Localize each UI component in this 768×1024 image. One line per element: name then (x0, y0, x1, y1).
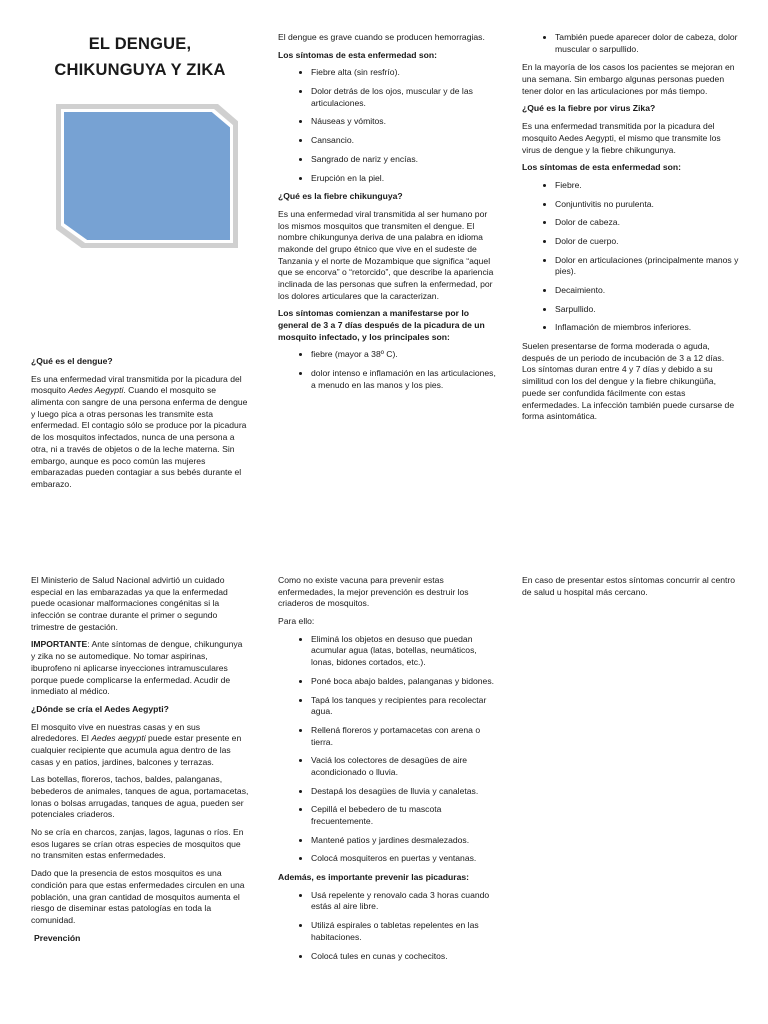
list-item: • Erupción en la piel. (311, 173, 496, 185)
list-item: • Tapá los tanques y recipientes para recolectar agua. (311, 695, 496, 718)
heading-prevention: Prevención (34, 932, 81, 943)
paragraph-hemorrhage: El dengue es grave cuando se producen hemorragias. (278, 32, 485, 42)
paragraph-recovery: En la mayoría de los casos los pacientes se mejoran en una semana. Sin embargo algunas personas pueden tener dolor en las articulaciones por más tiempo. (522, 62, 735, 96)
question-breeding: ¿Dónde se cría el Aedes Aegypti? (31, 703, 169, 714)
paragraph-important: IMPORTANTE: Ante síntomas de dengue, chikungunya y zika no se automedique. No tomar aspirinas, ibuprofeno ni aplicarse inyecciones intramusculares porque puede complicarse la enfermedad. Acudir de inmediato al médico. (31, 639, 243, 697)
paragraph-containers: Las botellas, floreros, tachos, baldes, palanganas, bebederos de animales, tanques de agua, portamacetas, lonas o bolsas arrugadas, tanques de agua, pueden ser potenciales criaderos. (31, 774, 249, 820)
list-item: • Destapá los desagües de lluvia y canaletas. (311, 786, 496, 798)
list-chikungunya-symptoms (278, 349, 496, 391)
heading-bite-prevention: Además, es importante prevenir las picaduras: (278, 872, 470, 883)
list-item: • Utilizá espirales o tabletas repelentes en las habitaciones. (311, 920, 496, 943)
list-dengue-symptoms (278, 67, 496, 184)
heading-chikungunya-symptoms: Los síntomas comienzan a manifestarse por lo general de 3 a 7 días después de la picadura de un mosquito infectado, y los principales son: (278, 308, 485, 342)
list-item: • Inflamación de miembros inferiores. (555, 322, 740, 334)
list-item: • Usá repelente y renovalo cada 3 horas cuando estás al aire libre. (311, 890, 496, 913)
paragraph-habitat: El mosquito vive en nuestras casas y en sus alrededores. El Aedes aegypti puede estar presente en cualquier recipiente que acumula agua dentro de las casas y en patios, jardines, balcones y terrazas. (31, 721, 242, 767)
list-item: • Cansancio. (311, 135, 496, 147)
list-extra-symptoms (522, 32, 740, 55)
list-item: • Náuseas y vómitos. (311, 116, 496, 128)
list-item: • Dolor en articulaciones (principalmente manos y pies). (555, 255, 740, 278)
paragraph-risk: Dado que la presencia de estos mosquitos es una condición para que estas enfermedades circulen en una población, una gran cantidad de mosquitos aumenta el riesgo de diseminar estas patologías en toda la comunidad. (31, 868, 245, 925)
paragraph-zika: Es una enfermedad transmitida por la picadura del mosquito Aedes Aegypti, el mismo que transmite los virus de dengue y la fiebre chikungunya. (522, 121, 721, 155)
list-item: • Colocá mosquiteros en puertas y ventanas. (311, 853, 496, 865)
list-item: • Sarpullido. (555, 304, 740, 316)
list-item: • Mantené patios y jardines desmalezados. (311, 835, 496, 847)
list-bite-prevention (278, 890, 496, 962)
paragraph-no-breeding: No se cría en charcos, zanjas, lagos, lagunas o ríos. En esos lugares se crían otras especies de mosquitos que no transmiten estas enfermedades. (31, 827, 244, 861)
paragraph-ministry: El Ministerio de Salud Nacional advirtió un cuidado especial en las embarazadas ya que la enfermedad puede ocasionar malformaciones congénitas si la infección se contrae durante el primer o segundo trimestre de gestación. (31, 575, 228, 632)
list-item: • fiebre (mayor a 38º C). (311, 349, 496, 361)
list-item: • Dolor de cuerpo. (555, 236, 740, 248)
paragraph-chikungunya: Es una enfermedad viral transmitida al ser humano por los mismos mosquitos que transmiten el dengue. El nombre chikungunya deriva de una palabra en idioma makonde del grupo étnico que vive en el sudeste de Tanzania y el norte de Mozambique que significa “aquel que se encorva” o “retorcido”, que describe la apariencia inclinada de las personas que sufren la enfermedad, por los dolores articulares que la caracterizan. (278, 208, 494, 301)
dengue-section (31, 356, 249, 497)
paragraph-dengue: Es una enfermedad viral transmitida por la picadura del mosquito Aedes Aegypti. Cuando el mosquito se alimenta con sangre de una persona enferma de dengue y luego pica a otras personas les transmite esta enfermedad. El contagio sólo se produce por la picadura de los mosquitos infectados, nunca de una persona a otra, ni a través de objetos o de la leche materna. Sin embargo, aunque es poco común las mujeres embarazadas pueden contagiar a sus bebés durante el embarazo. (31, 373, 248, 489)
list-item: • Dolor de cabeza. (555, 217, 740, 229)
list-item: • dolor intenso e inflamación en las articulaciones, a menudo en las manos y los pies. (311, 368, 496, 391)
list-item: • Conjuntivitis no purulenta. (555, 199, 740, 211)
column-1-bottom (31, 575, 249, 950)
list-item: • Cepillá el bebedero de tu mascota frecuentemente. (311, 804, 496, 827)
list-item: • Poné boca abajo baldes, palanganas y bidones. (311, 676, 496, 688)
paragraph-zika-incubation: Suelen presentarse de forma moderada o aguda, después de un periodo de incubación de 3 a 12 días. Los síntomas duran entre 4 y 7 días y debido a su similitud con los del dengue y la fiebre chikungüña, puede ser confundida fácilmente con estas enfermedades. La infección también puede cursarse de forma asintomática. (522, 341, 735, 422)
heading-zika-symptoms: Los síntomas de esta enfermedad son: (522, 162, 682, 173)
list-zika-symptoms (522, 180, 740, 334)
column-2-bottom (278, 575, 496, 969)
blue-image-placeholder (56, 104, 238, 248)
column-1-top (31, 32, 249, 83)
list-item: • Eliminá los objetos en desuso que puedan acumular agua (latas, botellas, neumáticos, lonas, bidones cortados, etc.). (311, 634, 496, 669)
paragraph-seek-care: En caso de presentar estos síntomas concurrir al centro de salud u hospital más cercano. (522, 575, 736, 597)
list-item: • Fiebre alta (sin resfrío). (311, 67, 496, 79)
question-zika: ¿Qué es la fiebre por virus Zika? (522, 103, 656, 114)
column-3-bottom (522, 575, 740, 604)
column-3-top (522, 32, 740, 429)
list-item: • Rellená floreros y portamacetas con arena o tierra. (311, 725, 496, 748)
list-item: • Fiebre. (555, 180, 740, 192)
question-chikungunya: ¿Qué es la fiebre chikunguya? (278, 191, 403, 202)
list-item: • Colocá tules en cunas y cochecitos. (311, 951, 496, 963)
list-item: • Dolor detrás de los ojos, muscular y de las articulaciones. (311, 86, 496, 109)
column-2-top (278, 32, 496, 399)
list-item: • Decaimiento. (555, 285, 740, 297)
list-item: • Sangrado de nariz y encías. (311, 154, 496, 166)
page-title: EL DENGUE, CHIKUNGUYA Y ZIKA (54, 35, 226, 79)
paragraph-for-this: Para ello: (278, 616, 315, 627)
paragraph-no-vaccine: Como no existe vacuna para prevenir estas enfermedades, la mejor prevención es destruir los criaderos de mosquitos. (278, 575, 469, 609)
list-item: • Vaciá los colectores de desagües de aire acondicionado o lluvia. (311, 755, 496, 778)
list-prevention-actions (278, 634, 496, 865)
question-dengue: ¿Qué es el dengue? (31, 356, 113, 366)
heading-dengue-symptoms: Los síntomas de esta enfermedad son: (278, 49, 438, 60)
list-item: • También puede aparecer dolor de cabeza, dolor muscular o sarpullido. (555, 32, 740, 55)
